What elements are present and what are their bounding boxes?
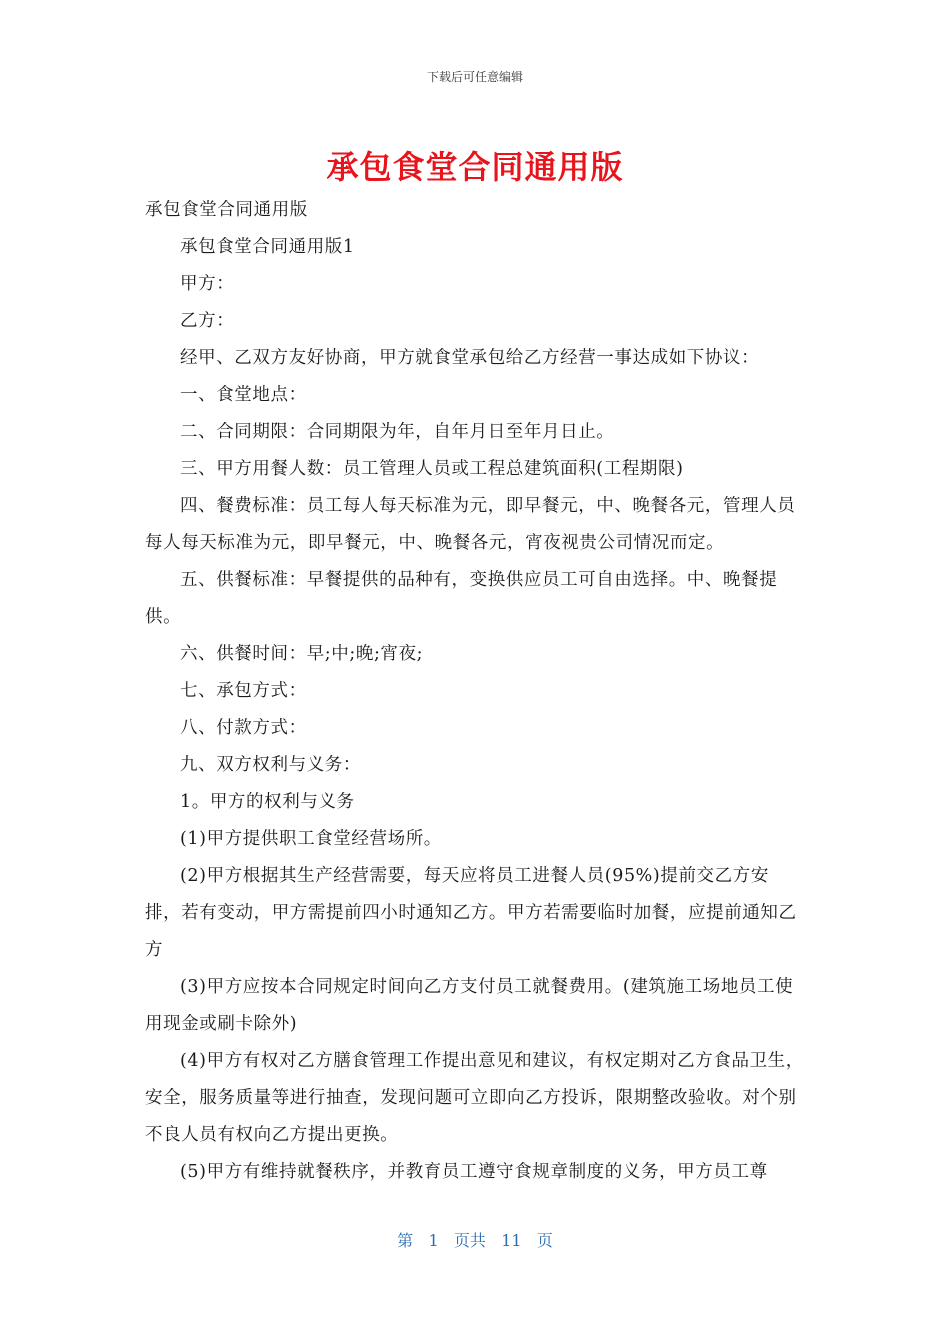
paragraph: 三、甲方用餐人数：员工管理人员或工程总建筑面积(工程期限): [180, 459, 684, 479]
paragraph: 乙方：: [180, 311, 235, 331]
paragraph: (2)甲方根据其生产经营需要，每天应将员工进餐人员(95%)提前交乙方安排，若有变动，甲方需提前四小时通知乙方。甲方若需要临时加餐，应提前通知乙方: [145, 866, 797, 960]
page-total: 11: [501, 1231, 522, 1250]
paragraph: 八、付款方式：: [180, 718, 307, 738]
paragraph: 一、食堂地点：: [180, 385, 307, 405]
paragraph: (3)甲方应按本合同规定时间向乙方支付员工就餐费用。(建筑施工场地员工使用现金或刷卡除外): [145, 977, 794, 1034]
paragraph: 五、供餐标准：早餐提供的品种有，变换供应员工可自由选择。中、晚餐提供。: [145, 570, 778, 627]
document-body: [145, 192, 805, 1191]
paragraph: 甲方：: [180, 274, 235, 294]
paragraph: 经甲、乙双方友好协商，甲方就食堂承包给乙方经营一事达成如下协议：: [180, 348, 760, 368]
document-title: 承包食堂合同通用版: [326, 148, 624, 186]
paragraph: 二、合同期限：合同期限为年，自年月日至年月日止。: [180, 422, 615, 442]
page-suffix: 页: [536, 1231, 553, 1250]
page-middle: 页共: [453, 1231, 486, 1250]
page-footer: [0, 1228, 950, 1251]
paragraph: (1)甲方提供职工食堂经营场所。: [180, 829, 442, 849]
page-prefix: 第: [397, 1231, 414, 1250]
paragraph: 承包食堂合同通用版1: [180, 237, 355, 257]
paragraph: 六、供餐时间：早;中;晚;宵夜;: [180, 644, 424, 664]
paragraph: 七、承包方式：: [180, 681, 307, 701]
page-current: 1: [428, 1231, 439, 1250]
header-note: 下载后可任意编辑: [426, 70, 523, 84]
paragraph: 四、餐费标准：员工每人每天标准为元，即早餐元，中、晚餐各元，管理人员每人每天标准为元，即早餐元，中、晚餐各元，宵夜视贵公司情况而定。: [145, 496, 796, 553]
paragraph: 承包食堂合同通用版: [145, 200, 308, 220]
paragraph: (5)甲方有维持就餐秩序，并教育员工遵守食规章制度的义务，甲方员工尊: [180, 1162, 768, 1182]
paragraph: (4)甲方有权对乙方膳食管理工作提出意见和建议，有权定期对乙方食品卫生，安全，服务质量等进行抽查，发现问题可立即向乙方投诉，限期整改验收。对个别不良人员有权向乙方提出更换。: [145, 1051, 804, 1145]
paragraph: 九、双方权利与义务：: [180, 755, 361, 775]
paragraph: 1。甲方的权利与义务: [180, 792, 355, 812]
